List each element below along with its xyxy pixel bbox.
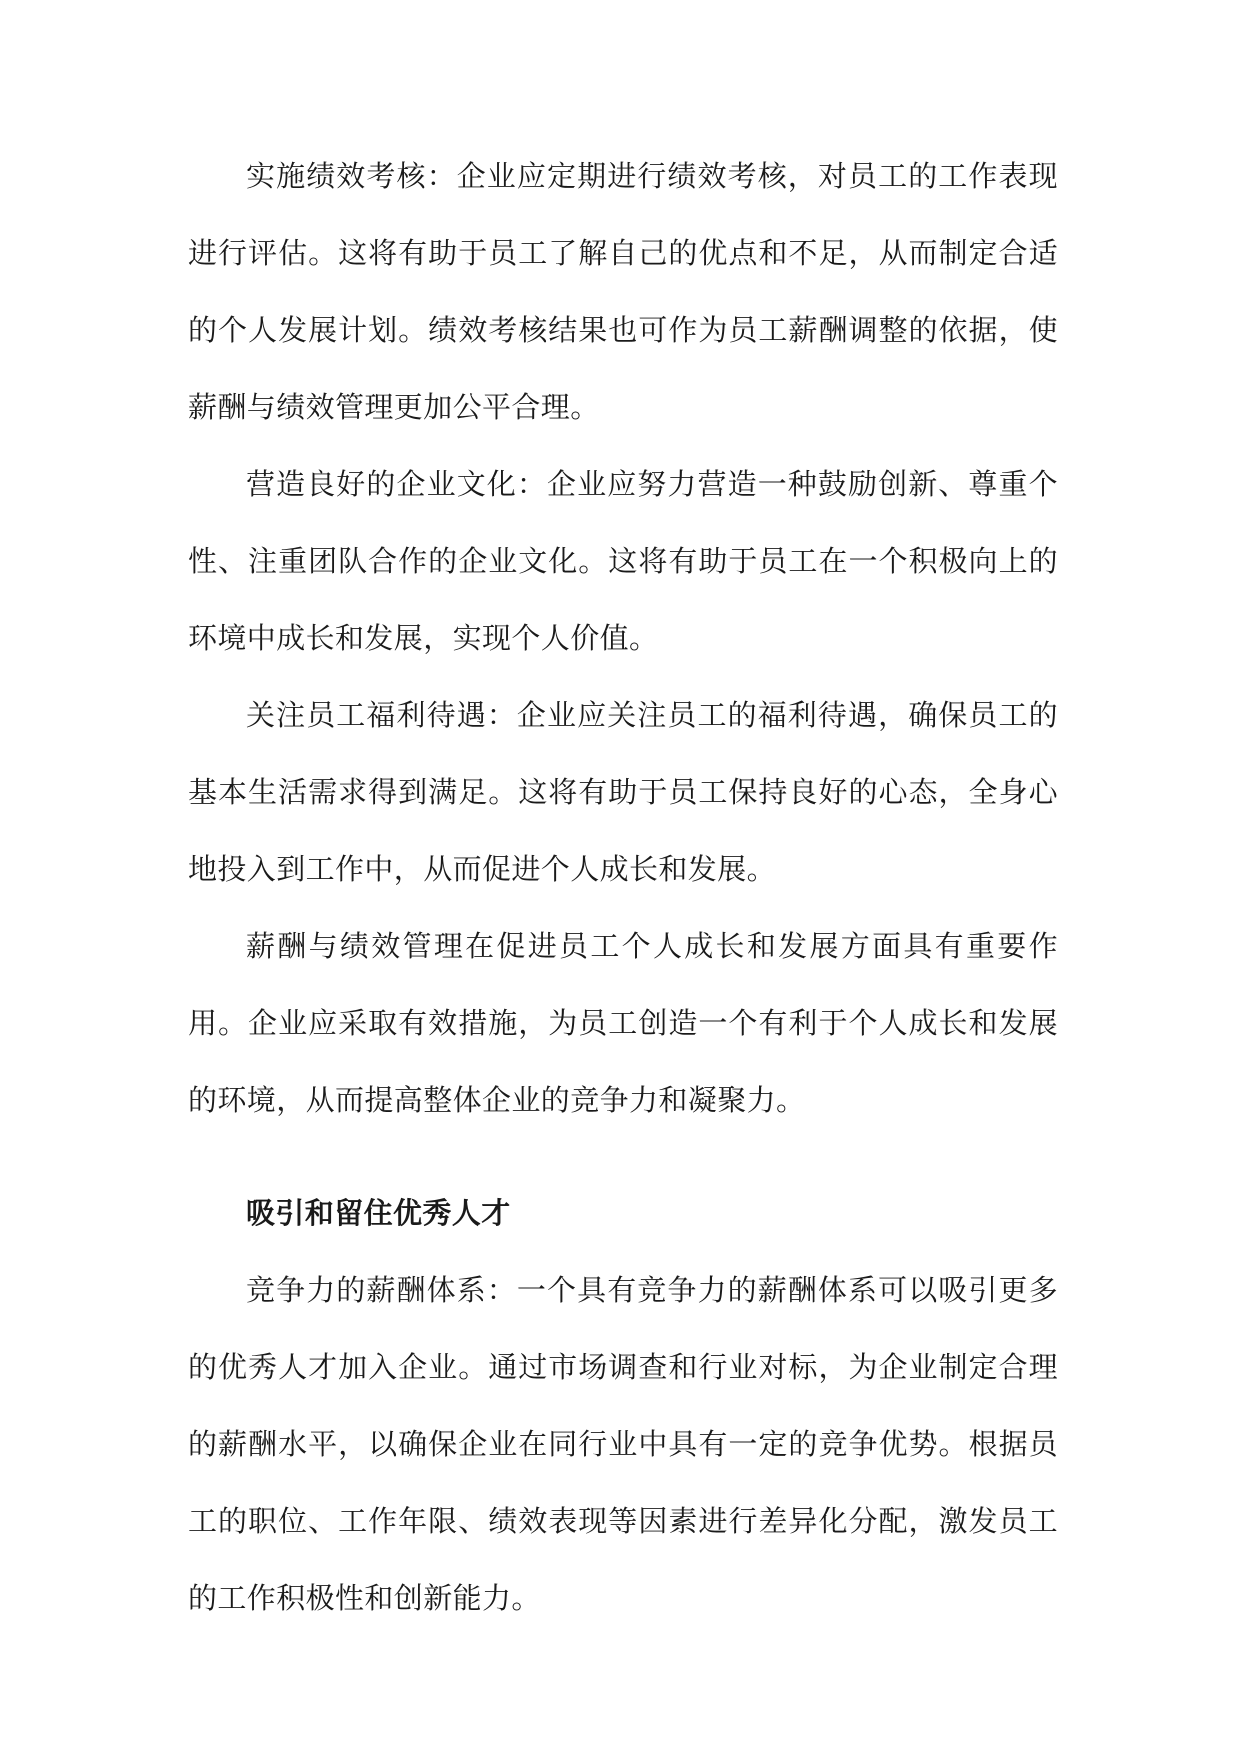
document-body	[188, 138, 1058, 1637]
paragraph-competitive-pay: 竞争力的薪酬体系：一个具有竞争力的薪酬体系可以吸引更多的优秀人才加入企业。通过市场调查和行业对标，为企业制定合理的薪酬水平，以确保企业在同行业中具有一定的竞争优势。根据员工的职位、工作年限、绩效表现等因素进行差异化分配，激发员工的工作积极性和创新能力。	[188, 1273, 1058, 1615]
paragraph-performance-appraisal: 实施绩效考核：企业应定期进行绩效考核，对员工的工作表现进行评估。这将有助于员工了解自己的优点和不足，从而制定合适的个人发展计划。绩效考核结果也可作为员工薪酬调整的依据，使薪酬与绩效管理更加公平合理。	[188, 159, 1058, 424]
section-heading: 吸引和留住优秀人才	[246, 1196, 511, 1230]
paragraph-employee-welfare: 关注员工福利待遇：企业应关注员工的福利待遇，确保员工的基本生活需求得到满足。这将有助于员工保持良好的心态，全身心地投入到工作中，从而促进个人成长和发展。	[188, 698, 1058, 886]
paragraph-corporate-culture: 营造良好的企业文化：企业应努力营造一种鼓励创新、尊重个性、注重团队合作的企业文化。这将有助于员工在一个积极向上的环境中成长和发展，实现个人价值。	[188, 467, 1058, 655]
paragraph-summary: 薪酬与绩效管理在促进员工个人成长和发展方面具有重要作用。企业应采取有效措施，为员工创造一个有利于个人成长和发展的环境，从而提高整体企业的竞争力和凝聚力。	[188, 929, 1058, 1117]
